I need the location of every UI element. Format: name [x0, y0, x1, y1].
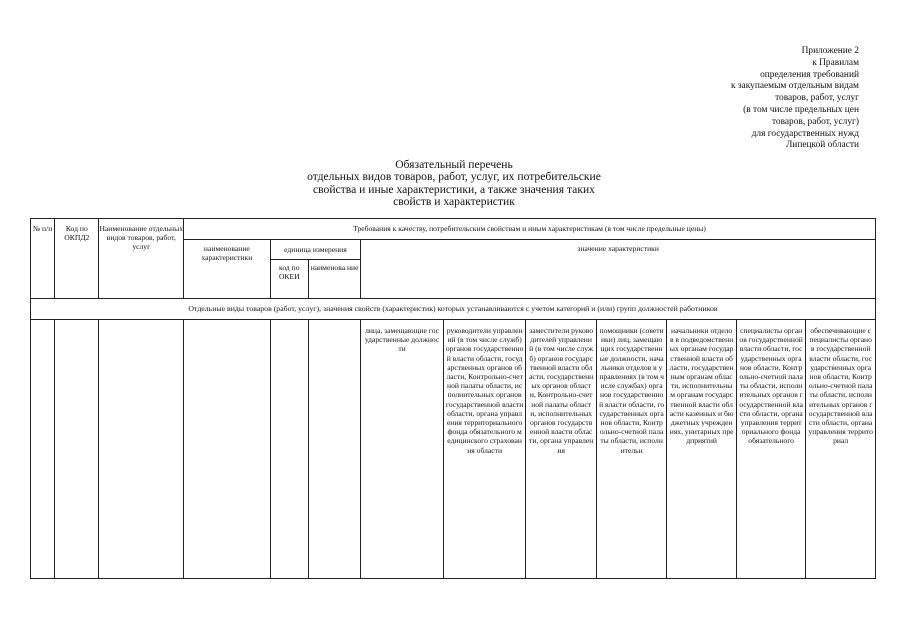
empty-cell — [55, 320, 99, 579]
value-column-cell — [361, 320, 444, 579]
appendix-line: Приложение 2 — [801, 46, 859, 56]
value-column-cell — [667, 320, 736, 579]
appendix-line: для государственных нужд — [751, 128, 859, 139]
appendix-note — [619, 46, 859, 152]
value-column-cell — [596, 320, 666, 579]
appendix-line: определения требований — [760, 69, 859, 80]
appendix-line: товаров, работ, услуг — [775, 93, 859, 104]
header-characteristic-name: наименование характеристики — [184, 240, 271, 299]
value-column-text: руководители управлений (в том числе служб) органов государственной власти области, государственных органов области, Контрольно-счетной палаты области, исполнительных органов государственной власти области, органа управления территориального фонда обязательного медицинского страхования области — [445, 326, 524, 455]
empty-cell — [31, 320, 55, 579]
title-line: свойства и иные характеристики, а также значения таких — [313, 182, 595, 196]
empty-cell — [184, 320, 271, 579]
value-column-text: лица, замещающие государственные должности — [364, 326, 440, 354]
value-column-text: заместители руководителей управлений (в том числе служб) органов государственной власти области, государственных органов области, Контрольно-счетной палаты области, исполнительных органов государственной власти области, органа управления — [529, 326, 594, 455]
appendix-line: (в том числе предельных цен — [743, 104, 859, 115]
value-column-text: помощники (советники) лиц, замещающих государственные должности, начальники отделов в управлениях (в том числе службах) органов государственной власти области, государственных органов области, Контрольно-счетной палаты области, исполнительн — [599, 326, 665, 455]
empty-cell — [99, 320, 184, 579]
value-column-cell — [736, 320, 805, 579]
header-okpd2: Код по ОКПД2 — [55, 219, 99, 299]
appendix-line: Липецкой области — [785, 140, 859, 151]
value-column-text: начальники отделов в подведомственных органам государственной власти области, государственным органам области, исполнительным органам государственной власти области казенных и бюджетных учреждениях, унитарных предприятий — [669, 326, 734, 446]
empty-cell — [308, 320, 360, 579]
appendix-line: товаров, работ, услуг) — [771, 116, 859, 127]
empty-cell — [270, 320, 308, 579]
header-goods-name: Наименование отдельных видов товаров, работ, услуг — [99, 219, 184, 299]
header-unit-name: наименова ние — [308, 260, 360, 299]
value-column-cell — [443, 320, 526, 579]
requirements-table — [30, 218, 876, 579]
appendix-line: к Правилам — [812, 57, 859, 68]
header-characteristic-value: значение характеристики — [361, 240, 876, 299]
title-line: отдельных видов товаров, работ, услуг, их потребительские — [307, 170, 601, 184]
value-column-cell — [526, 320, 596, 579]
title-line: свойств и характеристик — [393, 195, 515, 209]
header-okei-code: код по ОКЕИ — [270, 260, 308, 299]
header-requirements: Требования к качеству, потребительским свойствам и иным характеристикам (в том числе предельные цены) — [184, 219, 876, 240]
value-column-cell — [806, 320, 876, 579]
section-row: Отдельные виды товаров (работ, услуг), значения свойств (характеристик) которых устанавливаются с учетом категорий и (или) групп должностей работников — [31, 299, 876, 320]
value-column-text: обеспечивающие специалисты органов государственной власти области, государственных органов области, Контрольно-счетной палаты области, исполнительных органов государственной власти области, органа управления территориал — [808, 326, 873, 446]
title-line: Обязательный перечень — [395, 158, 513, 171]
appendix-line: к закупаемым отдельным видам — [730, 81, 859, 92]
value-column-text: специалисты органов государственной власти области, государственных органов области, Контрольно-счетной палаты области, исполнительных органов государственной власти области, органа управления территориального фонда обязательного — [739, 326, 803, 446]
document-title — [246, 159, 662, 209]
header-number: № п/п — [31, 219, 55, 299]
header-unit: единица измерения — [270, 240, 361, 260]
